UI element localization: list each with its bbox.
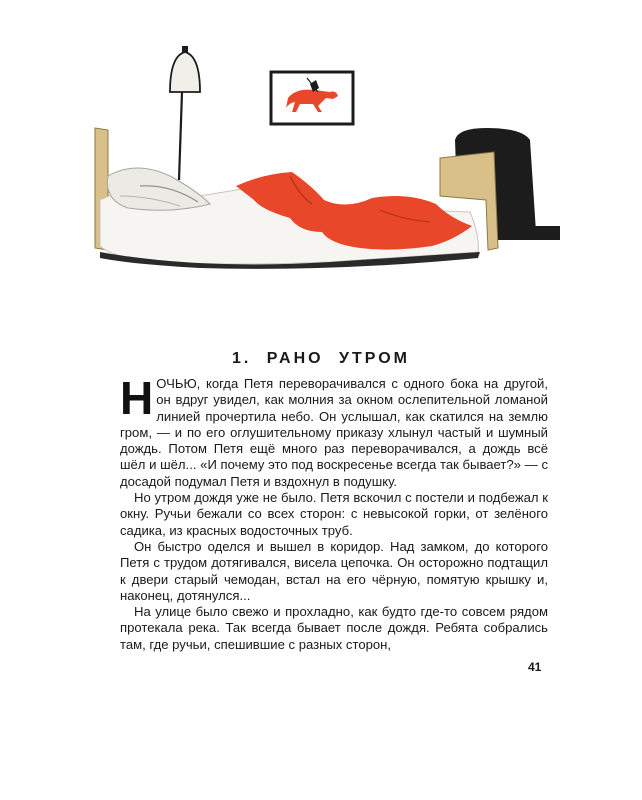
drop-cap: Н: [120, 372, 154, 424]
paragraph: На улице было свежо и прохладно, как будто где-то совсем рядом протекала река. Так всегда бывает после дождя. Ребята собрались там, где ручьи, спешившие с разных сторон,: [120, 604, 548, 652]
framed-horse-picture: [271, 72, 353, 124]
paragraph: Он быстро оделся и вышел в коридор. Над замком, до которого Петя с трудом дотягивался, висела цепочка. Он осторожно подтащил к двери старый чемодан, встал на его чёрную, помятую крышку и, наконец, дотянулся...: [120, 538, 548, 603]
chapter-title: 1. РАНО УТРОМ: [231, 350, 410, 367]
paragraph: Но утром дождя уже не было. Петя вскочил с постели и подбежал к окну. Ручьи бежали со всех сторон: с невысокой горки, от зелёного садика, из красных водосточных труб.: [120, 490, 548, 538]
bedroom-illustration: [0, 0, 642, 300]
page-number: 41: [528, 660, 542, 674]
body-text: [120, 372, 548, 653]
floor-lamp: [170, 46, 200, 180]
paragraph: [120, 372, 548, 490]
paragraph-text: ОЧЬЮ, когда Петя переворачивался с одного бока на другой, он вдруг увидел, как молния за окном ослепительной ломаной линией прочертила небо. Он услышал, как скатился на землю гром, — и по его оглушительному приказу хлынул частый и шумный дождь. Потом Петя ещё много раз переворачивался, а дождь всё шёл и шёл... «И почему это под воскресенье всегда так бывает?» — с досадой подумал Петя и вздохнул в подушку.: [120, 376, 548, 489]
